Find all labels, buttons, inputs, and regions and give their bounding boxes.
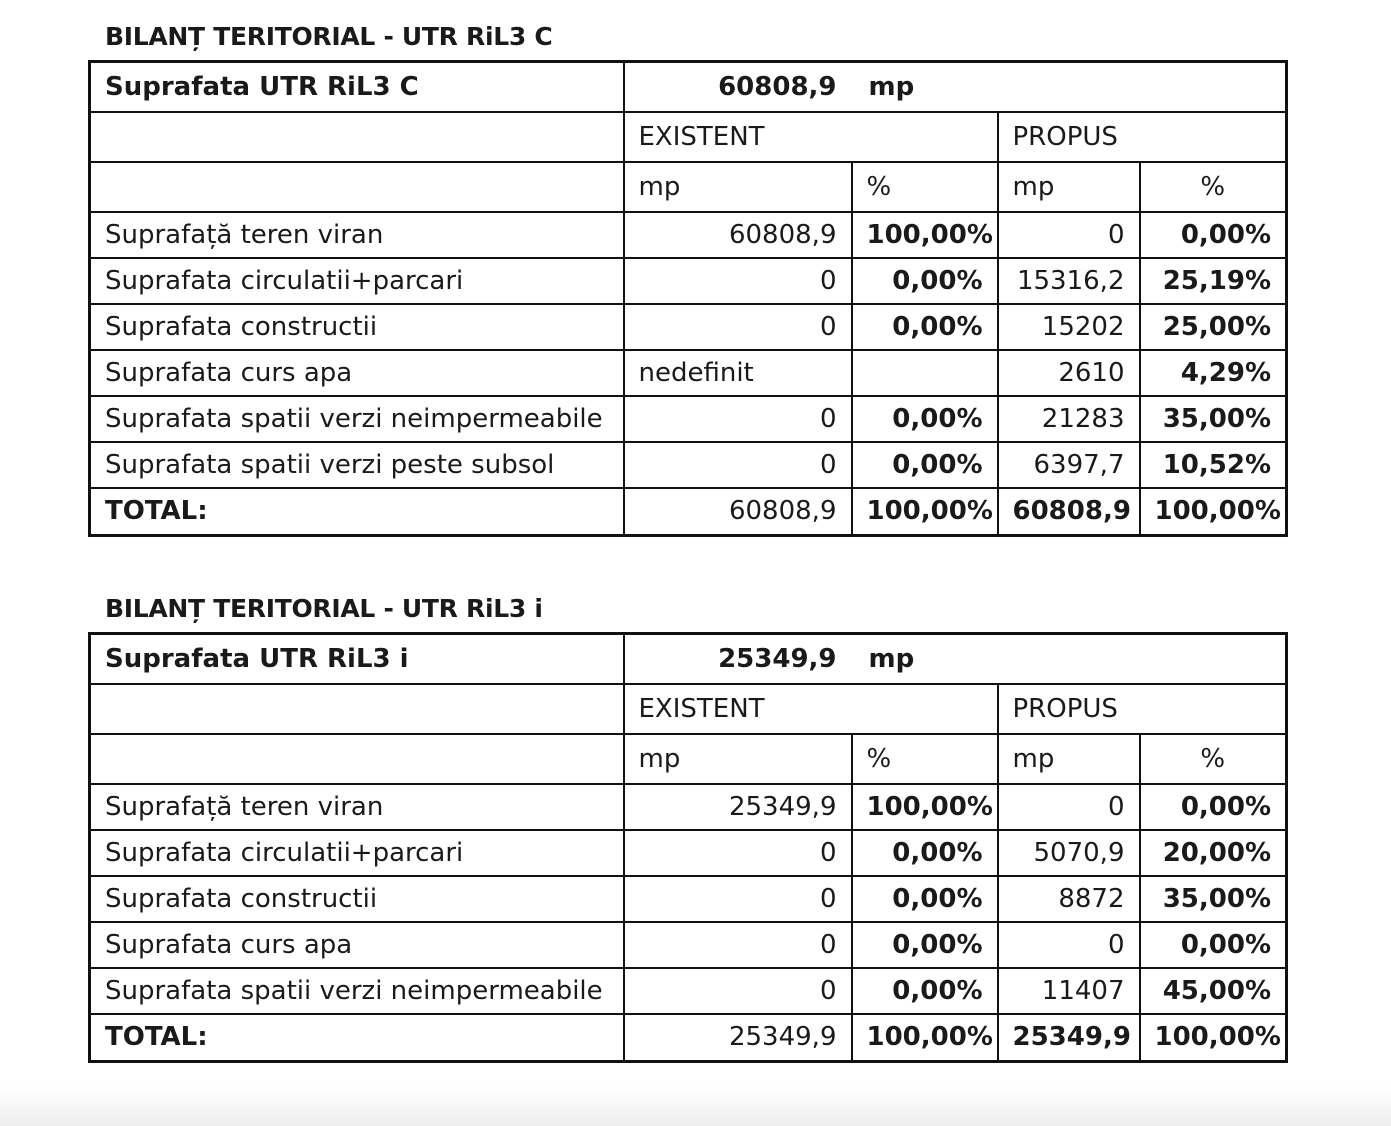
propus-mp: 0 bbox=[998, 922, 1140, 968]
propus-pct: 45,00% bbox=[1140, 968, 1287, 1014]
propus-mp: 21283 bbox=[998, 396, 1140, 442]
propus-mp: 15316,2 bbox=[998, 258, 1140, 304]
area-label: Suprafata UTR RiL3 i bbox=[90, 634, 624, 684]
existent-mp: 0 bbox=[624, 304, 852, 350]
group-header-row bbox=[90, 112, 1287, 162]
total-existent-mp: 25349,9 bbox=[624, 1014, 852, 1062]
area-label: Suprafata UTR RiL3 C bbox=[90, 62, 624, 112]
existent-pct: 0,00% bbox=[852, 396, 998, 442]
total-propus-mp: 60808,9 bbox=[998, 488, 1140, 536]
row-label: Suprafata circulatii+parcari bbox=[90, 258, 624, 304]
area-row bbox=[90, 62, 1287, 112]
propus-pct: 25,00% bbox=[1140, 304, 1287, 350]
area-value-cell bbox=[624, 634, 1287, 684]
empty-cell bbox=[90, 734, 624, 784]
propus-mp: 8872 bbox=[998, 876, 1140, 922]
area-unit: mp bbox=[868, 71, 915, 102]
table-row bbox=[90, 784, 1287, 830]
row-label: Suprafata curs apa bbox=[90, 922, 624, 968]
group-existent: EXISTENT bbox=[624, 112, 998, 162]
row-label: Suprafata spatii verzi neimpermeabile bbox=[90, 968, 624, 1014]
table-row bbox=[90, 350, 1287, 396]
section-title-ril3-c: BILANȚ TERITORIAL - UTR RiL3 C bbox=[105, 22, 553, 51]
total-label: TOTAL: bbox=[90, 488, 624, 536]
existent-mp: 0 bbox=[624, 968, 852, 1014]
table-row bbox=[90, 258, 1287, 304]
group-propus: PROPUS bbox=[998, 112, 1287, 162]
propus-mp: 0 bbox=[998, 212, 1140, 258]
existent-mp: 0 bbox=[624, 258, 852, 304]
total-existent-mp: 60808,9 bbox=[624, 488, 852, 536]
section-title-ril3-i: BILANȚ TERITORIAL - UTR RiL3 i bbox=[105, 594, 543, 623]
unit-pct-existent: % bbox=[852, 734, 998, 784]
propus-mp: 0 bbox=[998, 784, 1140, 830]
area-unit: mp bbox=[868, 643, 915, 674]
empty-cell bbox=[90, 112, 624, 162]
table-row bbox=[90, 442, 1287, 488]
total-propus-mp: 25349,9 bbox=[998, 1014, 1140, 1062]
existent-pct: 0,00% bbox=[852, 968, 998, 1014]
bilant-table-ril3-i bbox=[88, 632, 1288, 1063]
row-label: Suprafata constructii bbox=[90, 876, 624, 922]
existent-pct: 0,00% bbox=[852, 922, 998, 968]
total-propus-pct: 100,00% bbox=[1140, 1014, 1287, 1062]
existent-mp: 0 bbox=[624, 922, 852, 968]
total-propus-pct: 100,00% bbox=[1140, 488, 1287, 536]
propus-pct: 4,29% bbox=[1140, 350, 1287, 396]
existent-mp: 60808,9 bbox=[624, 212, 852, 258]
unit-pct-propus: % bbox=[1140, 734, 1287, 784]
row-label: Suprafata spatii verzi peste subsol bbox=[90, 442, 624, 488]
page-bottom-shade bbox=[0, 1086, 1391, 1126]
propus-pct: 0,00% bbox=[1140, 212, 1287, 258]
table-row bbox=[90, 830, 1287, 876]
area-row bbox=[90, 634, 1287, 684]
propus-pct: 25,19% bbox=[1140, 258, 1287, 304]
row-label: Suprafata constructii bbox=[90, 304, 624, 350]
existent-mp: 25349,9 bbox=[624, 784, 852, 830]
propus-pct: 20,00% bbox=[1140, 830, 1287, 876]
row-label: Suprafață teren viran bbox=[90, 784, 624, 830]
existent-pct: 0,00% bbox=[852, 876, 998, 922]
propus-pct: 10,52% bbox=[1140, 442, 1287, 488]
row-label: Suprafata circulatii+parcari bbox=[90, 830, 624, 876]
total-row bbox=[90, 1014, 1287, 1062]
unit-header-row bbox=[90, 162, 1287, 212]
bilant-table-ril3-c bbox=[88, 60, 1288, 537]
propus-mp: 11407 bbox=[998, 968, 1140, 1014]
table-row bbox=[90, 968, 1287, 1014]
propus-mp: 15202 bbox=[998, 304, 1140, 350]
area-value: 25349,9 bbox=[718, 643, 837, 674]
unit-mp-propus: mp bbox=[998, 162, 1140, 212]
area-value-cell bbox=[624, 62, 1287, 112]
propus-pct: 35,00% bbox=[1140, 876, 1287, 922]
existent-pct: 0,00% bbox=[852, 304, 998, 350]
existent-pct: 100,00% bbox=[852, 784, 998, 830]
existent-pct bbox=[852, 350, 998, 396]
table-row bbox=[90, 304, 1287, 350]
total-existent-pct: 100,00% bbox=[852, 488, 998, 536]
existent-pct: 0,00% bbox=[852, 442, 998, 488]
total-row bbox=[90, 488, 1287, 536]
area-value: 60808,9 bbox=[718, 71, 837, 102]
propus-pct: 0,00% bbox=[1140, 784, 1287, 830]
propus-pct: 0,00% bbox=[1140, 922, 1287, 968]
table-row bbox=[90, 876, 1287, 922]
table-row bbox=[90, 212, 1287, 258]
unit-mp-existent: mp bbox=[624, 734, 852, 784]
table-row bbox=[90, 396, 1287, 442]
table-row bbox=[90, 922, 1287, 968]
existent-pct: 0,00% bbox=[852, 258, 998, 304]
existent-pct: 0,00% bbox=[852, 830, 998, 876]
unit-mp-propus: mp bbox=[998, 734, 1140, 784]
group-existent: EXISTENT bbox=[624, 684, 998, 734]
empty-cell bbox=[90, 684, 624, 734]
row-label: Suprafata spatii verzi neimpermeabile bbox=[90, 396, 624, 442]
unit-mp-existent: mp bbox=[624, 162, 852, 212]
propus-mp: 5070,9 bbox=[998, 830, 1140, 876]
existent-mp: 0 bbox=[624, 396, 852, 442]
empty-cell bbox=[90, 162, 624, 212]
propus-mp: 2610 bbox=[998, 350, 1140, 396]
group-propus: PROPUS bbox=[998, 684, 1287, 734]
existent-pct: 100,00% bbox=[852, 212, 998, 258]
total-label: TOTAL: bbox=[90, 1014, 624, 1062]
existent-mp: nedefinit bbox=[624, 350, 852, 396]
row-label: Suprafata curs apa bbox=[90, 350, 624, 396]
propus-mp: 6397,7 bbox=[998, 442, 1140, 488]
group-header-row bbox=[90, 684, 1287, 734]
total-existent-pct: 100,00% bbox=[852, 1014, 998, 1062]
unit-pct-existent: % bbox=[852, 162, 998, 212]
existent-mp: 0 bbox=[624, 830, 852, 876]
unit-pct-propus: % bbox=[1140, 162, 1287, 212]
existent-mp: 0 bbox=[624, 442, 852, 488]
existent-mp: 0 bbox=[624, 876, 852, 922]
row-label: Suprafață teren viran bbox=[90, 212, 624, 258]
unit-header-row bbox=[90, 734, 1287, 784]
propus-pct: 35,00% bbox=[1140, 396, 1287, 442]
